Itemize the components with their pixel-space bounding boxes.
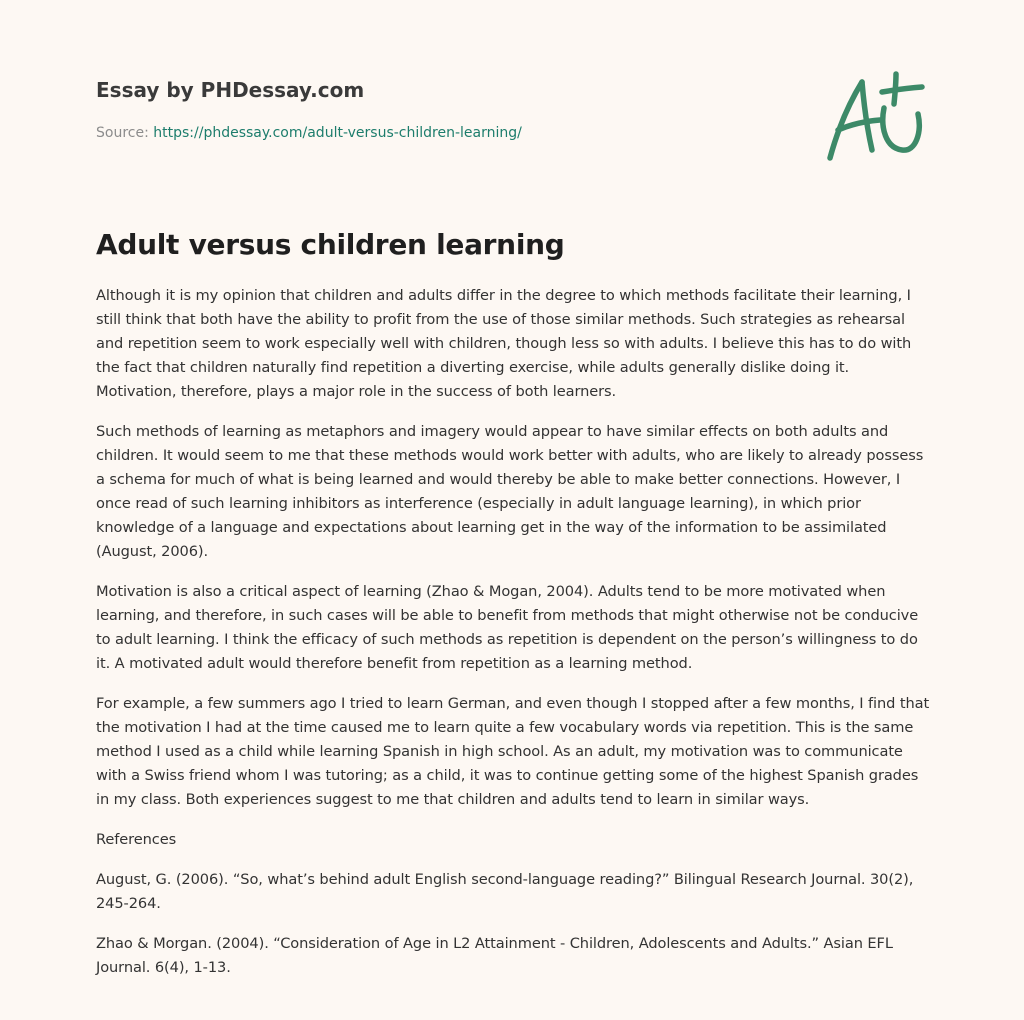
brand-title: Essay by PHDessay.com (96, 78, 365, 102)
a-plus-logo-icon (822, 66, 932, 166)
essay-paragraph: Such methods of learning as metaphors and imagery would appear to have similar effects on both adults and children. It would seem to me that these methods would work better with adults, who are likely to already possess a schema for much of what is being learned and would thereby be able to make better connections. However, I once read of such learning inhibitors as interference (especially in adult language learning), in which prior knowledge of a language and expectations about learning get in the way of the information to be assimilated (August, 2006). (96, 423, 924, 560)
a-plus-logo-svg (822, 66, 932, 166)
essay-paragraph: Although it is my opinion that children and adults differ in the degree to which methods facilitate their learning, I still think that both have the ability to profit from the use of those similar methods. Such strategies as rehearsal and repetition seem to work especially well with children, though less so with adults. I believe this has to do with the fact that children naturally find repetition a diverting exercise, while adults generally dislike doing it. Motivation, therefore, plays a major role in the success of both learners. (96, 287, 912, 400)
source-label: Source: (96, 125, 154, 141)
page-header (96, 76, 796, 142)
essay-title: Adult versus children learning (96, 228, 565, 261)
essay-body (96, 284, 930, 996)
source-line (96, 124, 796, 142)
essay-paragraph: Motivation is also a critical aspect of learning (Zhao & Mogan, 2004). Adults tend to be more motivated when learning, and therefore, in such cases will be able to benefit from methods that might otherwise not be conducive to adult learning. I think the efficacy of such methods as repetition is dependent on the person’s willingness to do it. A motivated adult would therefore benefit from repetition as a learning method. (96, 583, 919, 672)
references-heading: References (96, 831, 177, 848)
reference-item: Zhao & Morgan. (2004). “Consideration of Age in L2 Attainment - Children, Adolescents and Adults.” Asian EFL Journal. 6(4), 1-13. (96, 935, 893, 976)
reference-item: August, G. (2006). “So, what’s behind adult English second-language reading?” Bilingual Research Journal. 30(2), 245-264. (96, 871, 914, 912)
essay-paragraph: For example, a few summers ago I tried to learn German, and even though I stopped after a few months, I find that the motivation I had at the time caused me to learn quite a few vocabulary words via repetition. This is the same method I used as a child while learning Spanish in high school. As an adult, my motivation was to communicate with a Swiss friend whom I was tutoring; as a child, it was to continue getting some of the highest Spanish grades in my class. Both experiences suggest to me that children and adults tend to learn in similar ways. (96, 695, 930, 808)
source-link[interactable]: https://phdessay.com/adult-versus-children-learning/ (153, 125, 522, 141)
